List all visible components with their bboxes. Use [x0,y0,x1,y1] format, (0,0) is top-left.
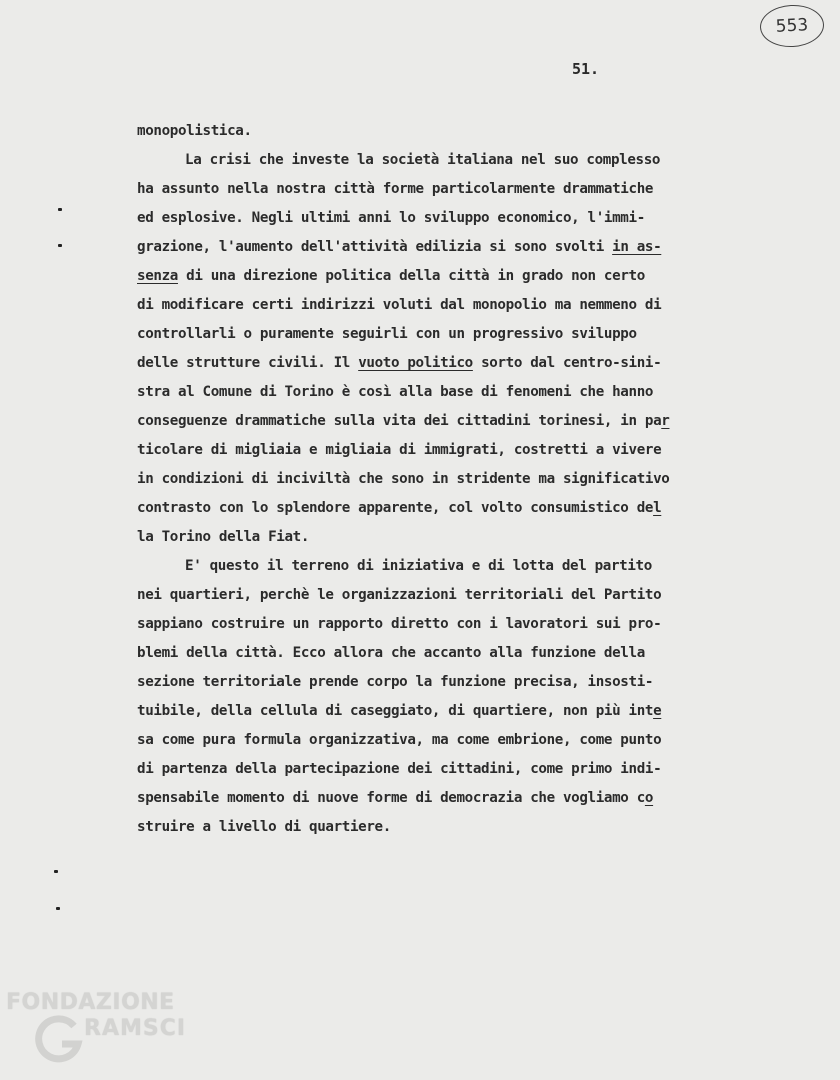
margin-mark [58,208,62,211]
text-line: stra al Comune di Torino è così alla base di fenomeni che hanno [137,384,654,400]
archive-number-stamp: 553 [759,3,825,48]
text-line: ticolare di migliaia e migliaia di immigrati, costretti a vivere [137,442,662,458]
page-number: 51. [572,60,600,78]
text-line: contrasto con lo splendore apparente, col volto consumistico del [137,500,662,516]
gramsci-logo-icon [34,1012,86,1064]
text-line: La crisi che investe la società italiana nel suo complesso [185,152,661,168]
text-line: senza di una direzione politica della città in grado non certo [137,268,645,284]
typed-text-body [137,117,777,842]
text-line: blemi della città. Ecco allora che accanto alla funzione della [137,645,645,661]
watermark-text-line1: FONDAZIONE [6,990,175,1015]
margin-mark [58,244,62,247]
text-line: la Torino della Fiat. [137,529,310,545]
text-line: in condizioni di inciviltà che sono in stridente ma significativo [137,471,670,487]
text-line: sa come pura formula organizzativa, ma come embrione, come punto [137,732,662,748]
text-line: struire a livello di quartiere. [137,819,391,835]
text-line: di partenza della partecipazione dei cittadini, come primo indi- [137,761,662,777]
text-line: spensabile momento di nuove forme di democrazia che vogliamo co [137,790,654,806]
text-line: sezione territoriale prende corpo la funzione precisa, insosti- [137,674,654,690]
text-line: ha assunto nella nostra città forme particolarmente drammatiche [137,181,654,197]
margin-mark [54,870,58,873]
text-line: ed esplosive. Negli ultimi anni lo sviluppo economico, l'immi- [137,210,645,226]
text-line: nei quartieri, perchè le organizzazioni territoriali del Partito [137,587,662,603]
text-line: monopolistica. [137,123,252,139]
watermark-text-line2: RAMSCI [84,1016,187,1041]
text-line: delle strutture civili. Il vuoto politico sorto dal centro-sini- [137,355,662,371]
text-line: di modificare certi indirizzi voluti dal monopolio ma nemmeno di [137,297,662,313]
text-line: tuibile, della cellula di caseggiato, di quartiere, non più inte [137,703,662,719]
archive-watermark [6,990,246,1070]
text-line: conseguenze drammatiche sulla vita dei cittadini torinesi, in par [137,413,670,429]
text-line: E' questo il terreno di iniziativa e di lotta del partito [185,558,652,574]
text-line: controllarli o puramente seguirli con un progressivo sviluppo [137,326,637,342]
text-line: grazione, l'aumento dell'attività edilizia si sono svolti in as- [137,239,662,255]
text-line: sappiano costruire un rapporto diretto con i lavoratori sui pro- [137,616,662,632]
margin-mark [56,907,60,910]
